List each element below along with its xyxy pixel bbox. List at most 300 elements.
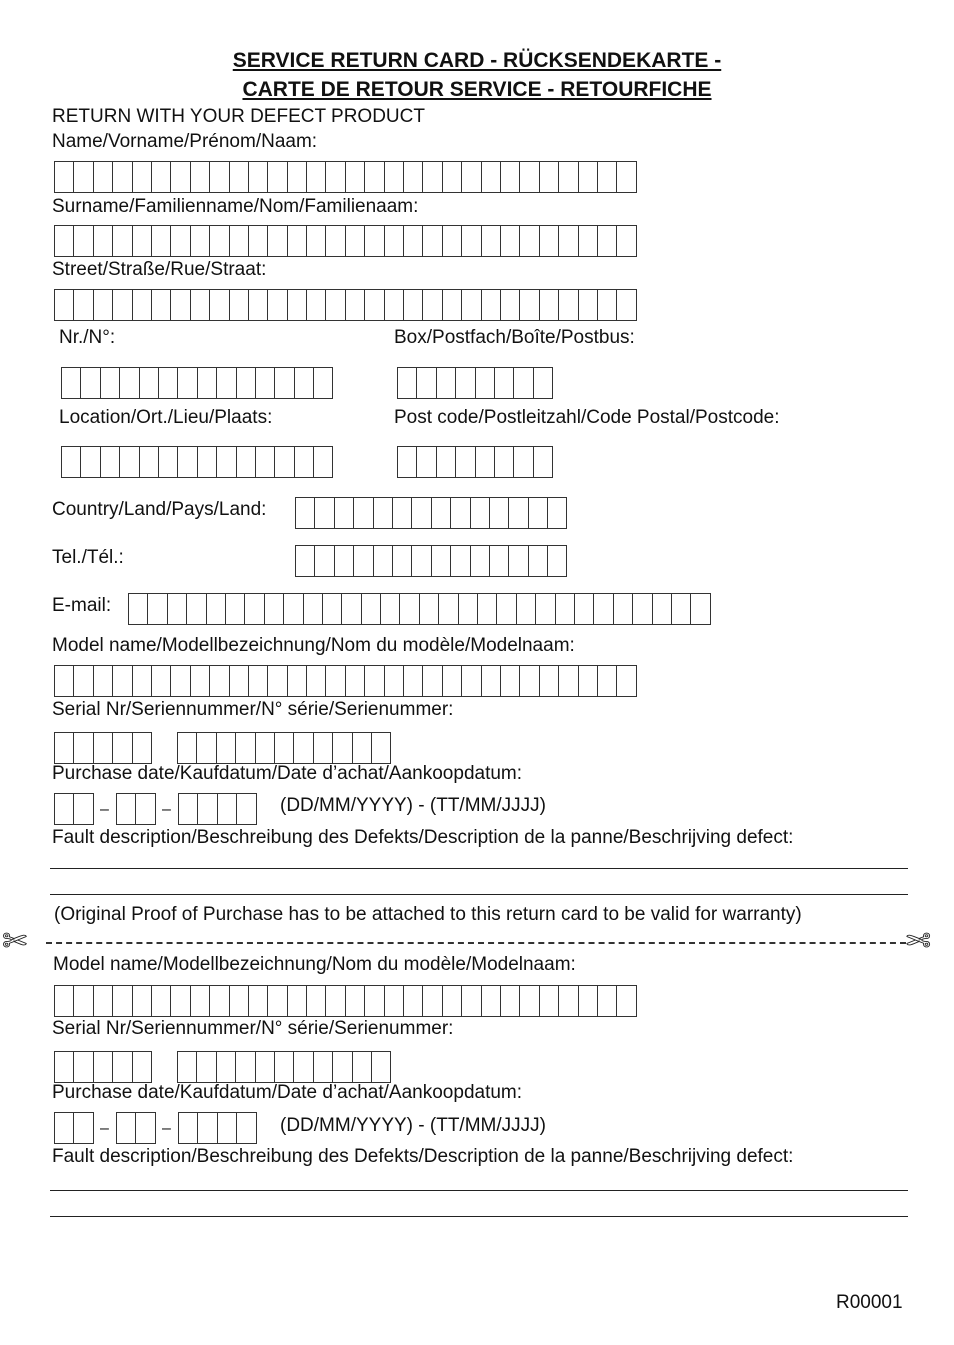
character-box[interactable]: [431, 497, 451, 529]
character-box[interactable]: [112, 1051, 132, 1083]
character-box[interactable]: [411, 545, 431, 577]
character-box[interactable]: [500, 985, 520, 1017]
stub-serial-number-field[interactable]: [177, 1051, 390, 1083]
character-box[interactable]: [455, 446, 475, 478]
character-box[interactable]: [597, 289, 617, 321]
character-box[interactable]: [112, 985, 132, 1017]
character-box[interactable]: [442, 985, 462, 1017]
character-box[interactable]: [119, 367, 139, 399]
character-box[interactable]: [248, 985, 268, 1017]
character-box[interactable]: [519, 225, 539, 257]
character-box[interactable]: [287, 289, 307, 321]
character-box[interactable]: [578, 289, 598, 321]
character-box[interactable]: [558, 665, 578, 697]
character-box[interactable]: [578, 225, 598, 257]
purchase-month-field[interactable]: [116, 793, 155, 825]
character-box[interactable]: [578, 665, 598, 697]
character-box[interactable]: [255, 1051, 275, 1083]
character-box[interactable]: [384, 985, 404, 1017]
fault-line[interactable]: [50, 894, 908, 895]
character-box[interactable]: [170, 161, 190, 193]
character-box[interactable]: [216, 446, 236, 478]
character-box[interactable]: [313, 446, 333, 478]
character-box[interactable]: [461, 665, 481, 697]
character-box[interactable]: [325, 161, 345, 193]
character-box[interactable]: [170, 985, 190, 1017]
character-box[interactable]: [450, 545, 470, 577]
character-box[interactable]: [578, 161, 598, 193]
character-box[interactable]: [287, 665, 307, 697]
character-box[interactable]: [73, 1051, 93, 1083]
character-box[interactable]: [334, 545, 354, 577]
character-box[interactable]: [403, 161, 423, 193]
character-box[interactable]: [353, 545, 373, 577]
character-box[interactable]: [267, 225, 287, 257]
character-box[interactable]: [248, 665, 268, 697]
character-box[interactable]: [352, 1051, 372, 1083]
character-box[interactable]: [209, 225, 229, 257]
character-box[interactable]: [461, 225, 481, 257]
character-box[interactable]: [442, 665, 462, 697]
character-box[interactable]: [422, 665, 442, 697]
character-box[interactable]: [455, 367, 475, 399]
character-box[interactable]: [274, 446, 294, 478]
character-box[interactable]: [364, 225, 384, 257]
character-box[interactable]: [516, 593, 536, 625]
character-box[interactable]: [597, 665, 617, 697]
character-box[interactable]: [313, 367, 333, 399]
character-box[interactable]: [287, 225, 307, 257]
character-box[interactable]: [442, 161, 462, 193]
character-box[interactable]: [287, 161, 307, 193]
character-box[interactable]: [73, 985, 93, 1017]
character-box[interactable]: [616, 161, 636, 193]
character-box[interactable]: [528, 497, 548, 529]
character-box[interactable]: [158, 367, 178, 399]
character-box[interactable]: [190, 665, 210, 697]
character-box[interactable]: [361, 593, 381, 625]
character-box[interactable]: [519, 161, 539, 193]
character-box[interactable]: [416, 446, 436, 478]
character-box[interactable]: [151, 289, 171, 321]
character-box[interactable]: [287, 985, 307, 1017]
character-box[interactable]: [533, 446, 553, 478]
character-box[interactable]: [158, 446, 178, 478]
character-box[interactable]: [558, 985, 578, 1017]
character-box[interactable]: [235, 1051, 255, 1083]
character-box[interactable]: [558, 289, 578, 321]
character-box[interactable]: [248, 225, 268, 257]
character-box[interactable]: [438, 593, 458, 625]
character-box[interactable]: [352, 732, 372, 764]
character-box[interactable]: [248, 289, 268, 321]
character-box[interactable]: [539, 289, 559, 321]
character-box[interactable]: [513, 367, 533, 399]
character-box[interactable]: [528, 545, 548, 577]
name-field[interactable]: [54, 161, 636, 193]
character-box[interactable]: [294, 367, 314, 399]
character-box[interactable]: [597, 225, 617, 257]
character-box[interactable]: [574, 593, 594, 625]
character-box[interactable]: [519, 985, 539, 1017]
character-box[interactable]: [314, 497, 334, 529]
character-box[interactable]: [197, 367, 217, 399]
character-box[interactable]: [139, 446, 159, 478]
character-box[interactable]: [132, 161, 152, 193]
character-box[interactable]: [533, 367, 553, 399]
character-box[interactable]: [54, 1112, 74, 1144]
character-box[interactable]: [132, 225, 152, 257]
character-box[interactable]: [186, 593, 206, 625]
character-box[interactable]: [496, 593, 516, 625]
character-box[interactable]: [539, 161, 559, 193]
stub-purchase-day-field[interactable]: [54, 1112, 93, 1144]
character-box[interactable]: [100, 446, 120, 478]
character-box[interactable]: [190, 985, 210, 1017]
character-box[interactable]: [100, 367, 120, 399]
character-box[interactable]: [306, 289, 326, 321]
character-box[interactable]: [364, 985, 384, 1017]
stub-fault-line[interactable]: [50, 1216, 908, 1217]
character-box[interactable]: [364, 665, 384, 697]
character-box[interactable]: [255, 732, 275, 764]
stub-purchase-month-field[interactable]: [116, 1112, 155, 1144]
character-box[interactable]: [112, 665, 132, 697]
character-box[interactable]: [371, 732, 391, 764]
character-box[interactable]: [236, 1112, 256, 1144]
character-box[interactable]: [364, 289, 384, 321]
character-box[interactable]: [116, 793, 136, 825]
character-box[interactable]: [690, 593, 710, 625]
character-box[interactable]: [209, 985, 229, 1017]
character-box[interactable]: [229, 161, 249, 193]
character-box[interactable]: [403, 289, 423, 321]
character-box[interactable]: [132, 289, 152, 321]
character-box[interactable]: [470, 545, 490, 577]
character-box[interactable]: [422, 289, 442, 321]
character-box[interactable]: [671, 593, 691, 625]
character-box[interactable]: [170, 665, 190, 697]
character-box[interactable]: [470, 497, 490, 529]
character-box[interactable]: [535, 593, 555, 625]
character-box[interactable]: [489, 545, 509, 577]
character-box[interactable]: [422, 225, 442, 257]
character-box[interactable]: [597, 161, 617, 193]
character-box[interactable]: [61, 367, 81, 399]
character-box[interactable]: [371, 1051, 391, 1083]
character-box[interactable]: [392, 545, 412, 577]
character-box[interactable]: [132, 985, 152, 1017]
character-box[interactable]: [345, 985, 365, 1017]
character-box[interactable]: [422, 985, 442, 1017]
character-box[interactable]: [539, 225, 559, 257]
character-box[interactable]: [112, 225, 132, 257]
character-box[interactable]: [500, 289, 520, 321]
character-box[interactable]: [334, 497, 354, 529]
character-box[interactable]: [481, 225, 501, 257]
character-box[interactable]: [450, 497, 470, 529]
character-box[interactable]: [431, 545, 451, 577]
serial-prefix-field[interactable]: [54, 732, 151, 764]
character-box[interactable]: [489, 497, 509, 529]
serial-number-field[interactable]: [177, 732, 390, 764]
character-box[interactable]: [461, 289, 481, 321]
character-box[interactable]: [236, 446, 256, 478]
character-box[interactable]: [54, 225, 74, 257]
character-box[interactable]: [373, 545, 393, 577]
character-box[interactable]: [539, 665, 559, 697]
stub-fault-line[interactable]: [50, 1190, 908, 1191]
character-box[interactable]: [209, 665, 229, 697]
character-box[interactable]: [132, 1051, 152, 1083]
purchase-day-field[interactable]: [54, 793, 93, 825]
character-box[interactable]: [494, 367, 514, 399]
character-box[interactable]: [500, 665, 520, 697]
character-box[interactable]: [513, 446, 533, 478]
character-box[interactable]: [196, 732, 216, 764]
character-box[interactable]: [229, 985, 249, 1017]
character-box[interactable]: [613, 593, 633, 625]
character-box[interactable]: [267, 665, 287, 697]
location-field[interactable]: [61, 446, 332, 478]
character-box[interactable]: [93, 665, 113, 697]
character-box[interactable]: [73, 732, 93, 764]
character-box[interactable]: [73, 161, 93, 193]
character-box[interactable]: [267, 985, 287, 1017]
character-box[interactable]: [325, 665, 345, 697]
character-box[interactable]: [332, 1051, 352, 1083]
character-box[interactable]: [177, 367, 197, 399]
character-box[interactable]: [303, 593, 323, 625]
character-box[interactable]: [593, 593, 613, 625]
character-box[interactable]: [93, 161, 113, 193]
character-box[interactable]: [558, 161, 578, 193]
character-box[interactable]: [267, 161, 287, 193]
character-box[interactable]: [128, 593, 148, 625]
character-box[interactable]: [380, 593, 400, 625]
character-box[interactable]: [500, 161, 520, 193]
character-box[interactable]: [306, 665, 326, 697]
character-box[interactable]: [397, 446, 417, 478]
character-box[interactable]: [477, 593, 497, 625]
character-box[interactable]: [132, 732, 152, 764]
character-box[interactable]: [481, 985, 501, 1017]
character-box[interactable]: [197, 1112, 217, 1144]
character-box[interactable]: [345, 161, 365, 193]
character-box[interactable]: [235, 732, 255, 764]
character-box[interactable]: [461, 985, 481, 1017]
character-box[interactable]: [206, 593, 226, 625]
character-box[interactable]: [558, 225, 578, 257]
character-box[interactable]: [248, 161, 268, 193]
character-box[interactable]: [419, 593, 439, 625]
character-box[interactable]: [294, 446, 314, 478]
character-box[interactable]: [392, 497, 412, 529]
character-box[interactable]: [190, 225, 210, 257]
character-box[interactable]: [293, 1051, 313, 1083]
character-box[interactable]: [632, 593, 652, 625]
character-box[interactable]: [197, 793, 217, 825]
character-box[interactable]: [442, 225, 462, 257]
character-box[interactable]: [306, 161, 326, 193]
character-box[interactable]: [236, 793, 256, 825]
character-box[interactable]: [539, 985, 559, 1017]
character-box[interactable]: [112, 732, 132, 764]
character-box[interactable]: [190, 161, 210, 193]
character-box[interactable]: [196, 1051, 216, 1083]
character-box[interactable]: [353, 497, 373, 529]
character-box[interactable]: [217, 793, 237, 825]
character-box[interactable]: [475, 446, 495, 478]
character-box[interactable]: [384, 161, 404, 193]
character-box[interactable]: [403, 665, 423, 697]
character-box[interactable]: [73, 1112, 93, 1144]
character-box[interactable]: [306, 225, 326, 257]
character-box[interactable]: [54, 793, 74, 825]
character-box[interactable]: [73, 665, 93, 697]
character-box[interactable]: [93, 289, 113, 321]
character-box[interactable]: [475, 367, 495, 399]
character-box[interactable]: [481, 289, 501, 321]
character-box[interactable]: [403, 225, 423, 257]
character-box[interactable]: [293, 732, 313, 764]
character-box[interactable]: [170, 225, 190, 257]
character-box[interactable]: [54, 732, 74, 764]
character-box[interactable]: [209, 289, 229, 321]
character-box[interactable]: [147, 593, 167, 625]
character-box[interactable]: [54, 665, 74, 697]
character-box[interactable]: [481, 161, 501, 193]
character-box[interactable]: [177, 732, 197, 764]
street-field[interactable]: [54, 289, 636, 321]
character-box[interactable]: [345, 665, 365, 697]
box-field[interactable]: [397, 367, 552, 399]
character-box[interactable]: [399, 593, 419, 625]
character-box[interactable]: [322, 593, 342, 625]
character-box[interactable]: [151, 985, 171, 1017]
character-box[interactable]: [345, 225, 365, 257]
character-box[interactable]: [216, 1051, 236, 1083]
character-box[interactable]: [325, 289, 345, 321]
character-box[interactable]: [481, 665, 501, 697]
character-box[interactable]: [93, 225, 113, 257]
character-box[interactable]: [151, 665, 171, 697]
character-box[interactable]: [73, 289, 93, 321]
character-box[interactable]: [177, 446, 197, 478]
character-box[interactable]: [295, 497, 315, 529]
character-box[interactable]: [458, 593, 478, 625]
character-box[interactable]: [416, 367, 436, 399]
character-box[interactable]: [314, 545, 334, 577]
character-box[interactable]: [73, 225, 93, 257]
character-box[interactable]: [112, 161, 132, 193]
character-box[interactable]: [384, 289, 404, 321]
character-box[interactable]: [229, 225, 249, 257]
character-box[interactable]: [332, 732, 352, 764]
character-box[interactable]: [255, 446, 275, 478]
character-box[interactable]: [139, 367, 159, 399]
character-box[interactable]: [54, 161, 74, 193]
character-box[interactable]: [170, 289, 190, 321]
character-box[interactable]: [373, 497, 393, 529]
character-box[interactable]: [54, 289, 74, 321]
character-box[interactable]: [442, 289, 462, 321]
character-box[interactable]: [225, 593, 245, 625]
character-box[interactable]: [197, 446, 217, 478]
character-box[interactable]: [436, 446, 456, 478]
character-box[interactable]: [217, 1112, 237, 1144]
character-box[interactable]: [306, 985, 326, 1017]
character-box[interactable]: [80, 446, 100, 478]
character-box[interactable]: [547, 545, 567, 577]
character-box[interactable]: [119, 446, 139, 478]
character-box[interactable]: [325, 985, 345, 1017]
character-box[interactable]: [364, 161, 384, 193]
character-box[interactable]: [597, 985, 617, 1017]
character-box[interactable]: [508, 497, 528, 529]
character-box[interactable]: [345, 289, 365, 321]
character-box[interactable]: [616, 665, 636, 697]
character-box[interactable]: [494, 446, 514, 478]
character-box[interactable]: [135, 1112, 155, 1144]
character-box[interactable]: [236, 367, 256, 399]
character-box[interactable]: [264, 593, 284, 625]
character-box[interactable]: [403, 985, 423, 1017]
nr-field[interactable]: [61, 367, 332, 399]
character-box[interactable]: [178, 793, 198, 825]
character-box[interactable]: [151, 225, 171, 257]
character-box[interactable]: [229, 665, 249, 697]
stub-model-field[interactable]: [54, 985, 636, 1017]
character-box[interactable]: [274, 367, 294, 399]
tel-field[interactable]: [295, 545, 566, 577]
character-box[interactable]: [93, 985, 113, 1017]
character-box[interactable]: [461, 161, 481, 193]
postcode-field[interactable]: [397, 446, 552, 478]
character-box[interactable]: [216, 367, 236, 399]
character-box[interactable]: [132, 665, 152, 697]
character-box[interactable]: [209, 161, 229, 193]
character-box[interactable]: [135, 793, 155, 825]
surname-field[interactable]: [54, 225, 636, 257]
character-box[interactable]: [616, 985, 636, 1017]
character-box[interactable]: [244, 593, 264, 625]
character-box[interactable]: [151, 161, 171, 193]
character-box[interactable]: [267, 289, 287, 321]
character-box[interactable]: [422, 161, 442, 193]
character-box[interactable]: [93, 732, 113, 764]
character-box[interactable]: [229, 289, 249, 321]
character-box[interactable]: [508, 545, 528, 577]
character-box[interactable]: [519, 289, 539, 321]
stub-purchase-year-field[interactable]: [178, 1112, 256, 1144]
character-box[interactable]: [384, 225, 404, 257]
character-box[interactable]: [177, 1051, 197, 1083]
purchase-year-field[interactable]: [178, 793, 256, 825]
character-box[interactable]: [313, 1051, 333, 1083]
character-box[interactable]: [112, 289, 132, 321]
model-field[interactable]: [54, 665, 636, 697]
character-box[interactable]: [547, 497, 567, 529]
character-box[interactable]: [411, 497, 431, 529]
character-box[interactable]: [578, 985, 598, 1017]
character-box[interactable]: [341, 593, 361, 625]
character-box[interactable]: [519, 665, 539, 697]
email-field[interactable]: [128, 593, 710, 625]
character-box[interactable]: [274, 1051, 294, 1083]
character-box[interactable]: [384, 665, 404, 697]
character-box[interactable]: [73, 793, 93, 825]
